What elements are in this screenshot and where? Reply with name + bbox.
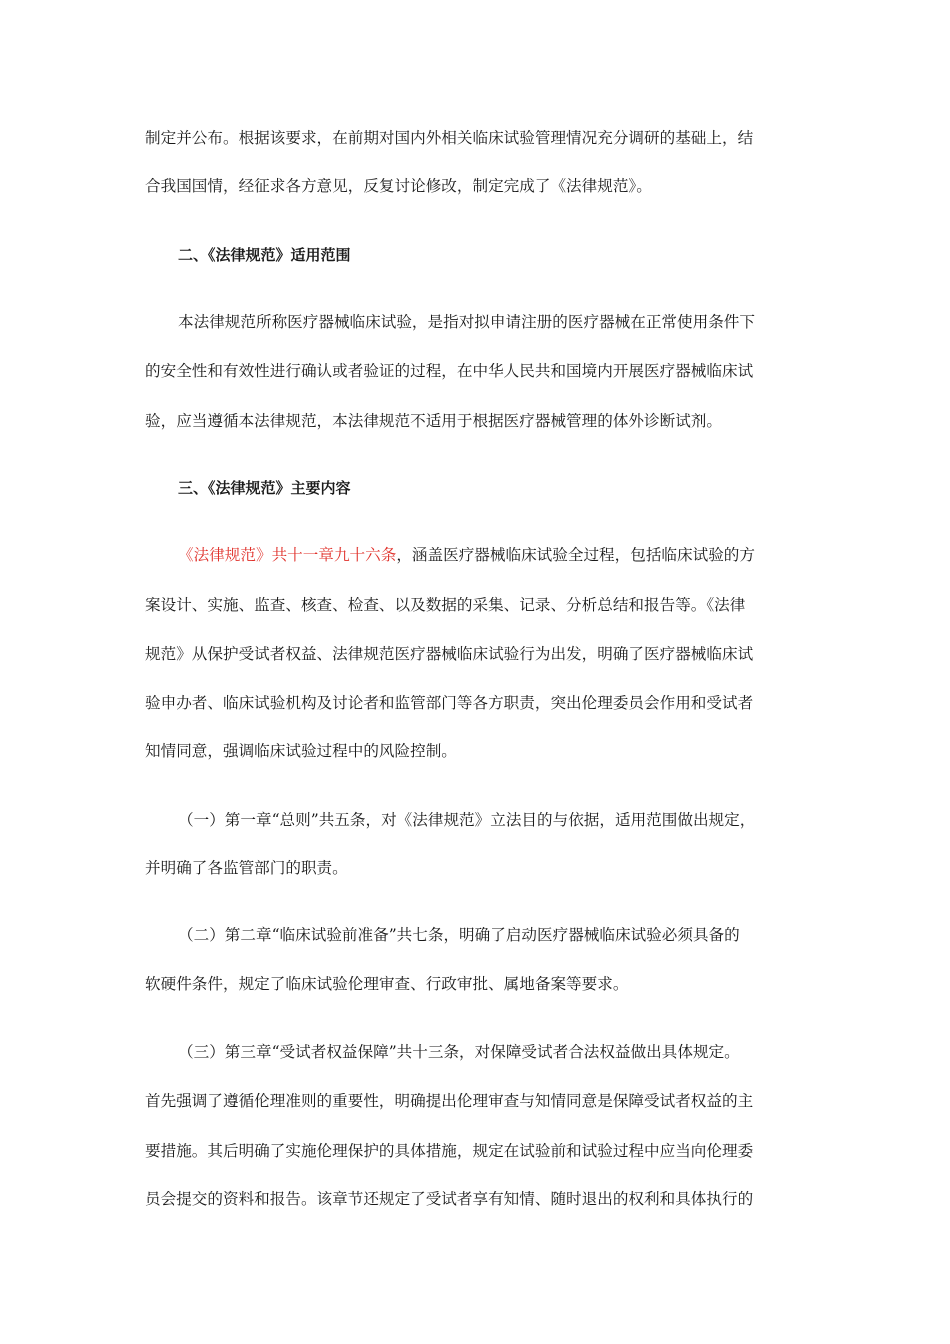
paragraph-line: 本法律规范所称医疗器械临床试验，是指对拟申请注册的医疗器械在正常使用条件下 bbox=[178, 313, 755, 331]
paragraph-line: （二）第二章“临床试验前准备”共七条，明确了启动医疗器械临床试验必须具备的 bbox=[178, 926, 740, 944]
paragraph-line: 的安全性和有效性进行确认或者验证的过程，在中华人民共和国境内开展医疗器械临床试 bbox=[145, 362, 754, 380]
paragraph-line: 规范》从保护受试者权益、法律规范医疗器械临床试验行为出发，明确了医疗器械临床试 bbox=[145, 645, 754, 663]
paragraph-line bbox=[178, 545, 755, 565]
paragraph-text: ，涵盖医疗器械临床试验全过程，包括临床试验的方 bbox=[396, 546, 755, 564]
paragraph-line: 验，应当遵循本法律规范，本法律规范不适用于根据医疗器械管理的体外诊断试剂。 bbox=[145, 412, 722, 430]
paragraph-line: （三）第三章“受试者权益保障”共十三条，对保障受试者合法权益做出具体规定。 bbox=[178, 1043, 740, 1061]
paragraph-line: （一）第一章“总则”共五条，对《法律规范》立法目的与依据，适用范围做出规定， bbox=[178, 811, 756, 829]
paragraph-line: 知情同意，强调临床试验过程中的风险控制。 bbox=[145, 742, 457, 760]
paragraph-line: 首先强调了遵循伦理准则的重要性，明确提出伦理审查与知情同意是保障受试者权益的主 bbox=[145, 1092, 754, 1110]
paragraph-line: 软硬件条件，规定了临床试验伦理审查、行政审批、属地备案等要求。 bbox=[145, 975, 629, 993]
paragraph-line: 制定并公布。根据该要求，在前期对国内外相关临床试验管理情况充分调研的基础上，结 bbox=[145, 129, 754, 147]
highlighted-text: 《法律规范》共十一章九十六条 bbox=[178, 546, 397, 564]
paragraph-line: 并明确了各监管部门的职责。 bbox=[145, 859, 348, 877]
section-heading: 二、《法律规范》适用范围 bbox=[178, 246, 351, 264]
paragraph-line: 案设计、实施、监查、核查、检查、以及数据的采集、记录、分析总结和报告等。《法律 bbox=[145, 596, 746, 614]
section-heading: 三、《法律规范》主要内容 bbox=[178, 479, 351, 497]
paragraph-line: 员会提交的资料和报告。该章节还规定了受试者享有知情、随时退出的权利和具体执行的 bbox=[145, 1190, 754, 1208]
paragraph-line: 要措施。其后明确了实施伦理保护的具体措施，规定在试验前和试验过程中应当向伦理委 bbox=[145, 1142, 754, 1160]
paragraph-line: 验申办者、临床试验机构及讨论者和监管部门等各方职责，突出伦理委员会作用和受试者 bbox=[145, 694, 754, 712]
paragraph-line: 合我国国情，经征求各方意见，反复讨论修改，制定完成了《法律规范》。 bbox=[145, 177, 652, 195]
